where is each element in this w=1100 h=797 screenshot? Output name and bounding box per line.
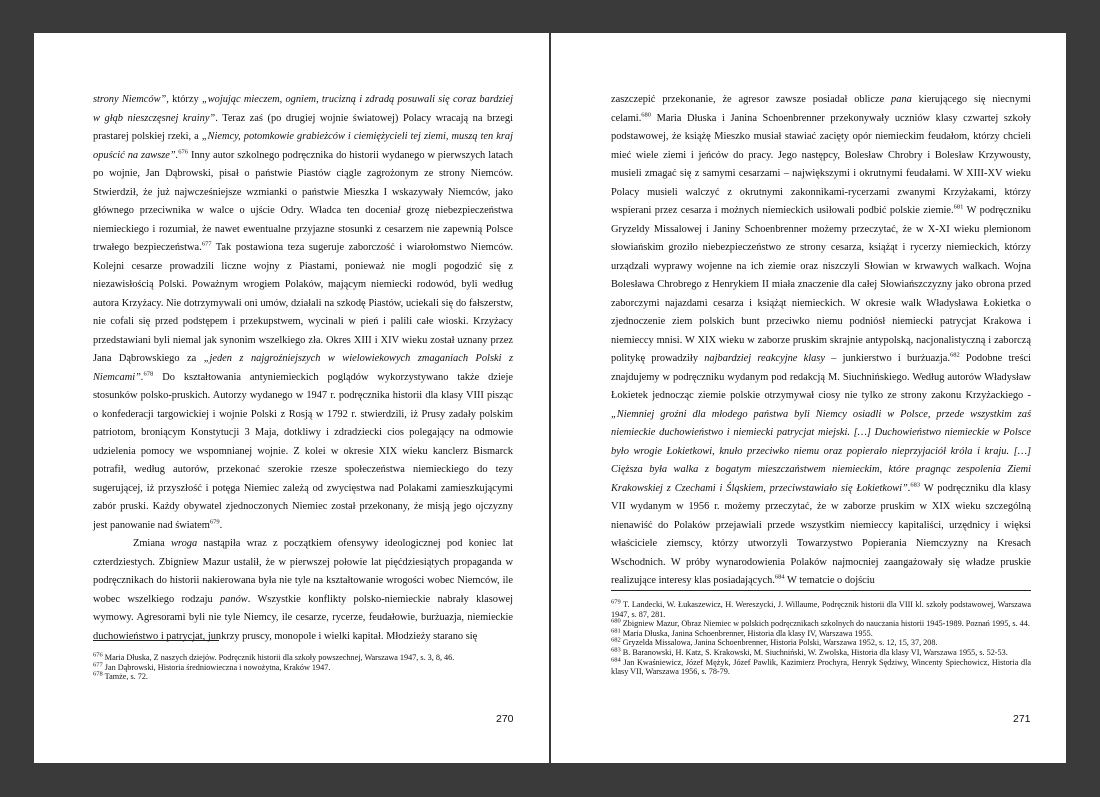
left-footnote-separator (93, 640, 219, 641)
paragraph: zaszczepić przekonanie, że agresor zawsze posiadał oblicze pana kierującego się niecnymi celami.$^{680}$ Maria Dłuska i Janina Schoenbrenner przekonywały uczniów klasy czwartej szkoły podstawowej, że książę Mieszko musiał stawiać zacięty opór niemieckim feudałom, którzy chcieli mieć wiele ziemi i jeńców do pracy. Jego następcy, Bolesław Chrobry i Bolesław Krzywousty, musieli zmagać się z samymi cesarzami – największymi i okrutnymi feudałami. W XIII-XV wieku Polacy musieli walczyć z okrutnymi zakonnikami-rycerzami zwanymi Krzyżakami, którzy wspierani przez cesarza i możnych niemieckich usiłowali podbić polskie ziemie.$^{681}$ W podręczniku Gryzeldy Missalowej i Janiny Schoenbrenner możemy przeczytać, że w X-XI wieku plemionom słowiańskim groziło niebezpieczeństwo ze strony cesarza, książąt i rycerzy niemieckich, którzy urządzali wyprawy wojenne na ich ziemie oraz niszczyli Słowian w krwawych walkach. Wojna Bolesława Chrobrego z Henrykiem II miała znaczenie dla całej Słowiańszczyzny jako obrona przed zaborczymi najazdami cesarza i książąt niemieckich. W okresie walk Władysława Łokietka o zjednoczenie ziem polskich bunt przeciwko niemu podniósł niemiecki patrycjat Krakowa i niemieccy mnisi. W XIX wieku w zaborze pruskim skrajnie antypolską, nacjonalistyczną i zaborczą politykę prowadziły najbardziej reakcyjne klasy – junkierstwo i burżuazja.$^{682}$ Podobne treści znajdujemy w podręczniku wydanym pod redakcją M. Siuchnińskiego. Według autorów Władysław Łokietek jednocząc ziemie polskie otrzymywał ciosy nie tylko ze strony zakonu Krzyżackiego - „Niemniej groźni dla młodego państwa byli Niemcy osiadli w Polsce, przede wszystkim zaś niemieckie duchowieństwo i niemiecki patrycjat miejski. […] Duchowieństwo niemieckie w Polsce było wrogie Łokietkowi, knuło przeciwko niemu oraz popierało nieprzyjaciół króla i kraju. […] Cięższa była walka z bogatym mieszczaństwem niemieckim, które pragnąc zespolenia Ziemi Krakowskiej z Czechami i Śląskiem, przeciwstawiało się Łokietkowi”.$^{683}$ W podręczniku dla klasy VII wydanym w 1956 r. możemy przeczytać, że w zaborze pruskim w XIX wieku szczególną nienawiść do Polaków przejawiali przede wszystkim niemieccy kapitaliści, urzędnicy i więksi właściciele ziemscy, którzy utworzyli Towarzystwo Popierania Niemczyzny na Kresach Wschodnich. W próby wynarodowienia Polaków najmocniej zaangażowały się władze pruskie realizujące interesy klas posiadających.$^{684}$ W tematcie o dojściu (611, 94, 1031, 586)
right-page (551, 33, 1066, 763)
footnote: $^{681}$ Maria Dłuska, Janina Schoenbrenner, Historia dla klasy IV, Warszawa 1955. (611, 627, 873, 638)
left-page (34, 33, 549, 763)
footnote: $^{679}$ T. Landecki, W. Łukaszewicz, H. Wereszycki, J. Willaume, Podręcznik historii dla VIII kl. szkoły podstawowej, Warszawa 1947, s. 87, 281. (611, 598, 1031, 619)
footnote: $^{676}$ Maria Dłuska, Z naszych dziejów. Podręcznik historii dla szkoły powszechnej, Warszawa 1947, s. 3, 8, 46. (93, 651, 455, 662)
footnote: $^{682}$ Gryzelda Missalowa, Janina Schoenbrenner, Historia Polski, Warszawa 1952, s. 12, 15, 37, 208. (611, 636, 938, 648)
footnote: $^{677}$ Jan Dąbrowski, Historia średniowieczna i nowożytna, Kraków 1947. (93, 660, 331, 672)
left-page-body-text (93, 91, 513, 646)
left-page-footnotes (93, 653, 513, 682)
paragraph: Zmiana wroga nastąpiła wraz z początkiem ofensywy ideologicznej pod koniec lat czterdziestych. Zbigniew Mazur ustalił, że w pierwszej połowie lat pięćdziesiątych propaganda w podręcznikach do historii nakierowana była nie tyle na kształtowanie wrogości wobec Niemców, ile wobec wszelkiego rodzaju panów. Wszystkie konflikty polsko-niemieckie nabrały klasowej wymowy. Agresorami byli nie tyle Niemcy, ile cesarze, rycerze, feudałowie, burżuazja, niemieckie duchowieństwo i patrycjat, junkrzy pruscy, monopole i wielki kapitał. Młodzieży starano się (93, 538, 514, 642)
right-page-footnotes (611, 600, 1031, 677)
paragraph: strony Niemców”, którzy „wojując mieczem, ogniem, trucizną i zdradą posuwali się coraz bardziej w głąb nieszczęsnej krainy”. Teraz zaś (po drugiej wojnie światowej) Polacy wracają na brzegi prastarej polskiej rzeki, a „Niemcy, potomkowie grabieżców i ciemiężycieli tej ziemi, muszą ten kraj opuścić na zawsze”.$^{676}$ Inny autor szkolnego podręcznika do historii wydanego w pierwszych latach po wojnie, Jan Dąbrowski, pisał o państwie Piastów ciągle zagrożonym ze strony Niemców. Stwierdził, że już najwcześniejsze wzmianki o państwie Mieszka I wskazywały Niemców, jako głównego przeciwnika w walce o ujście Odry. Władca ten doceniał grozę niebezpieczeństwa niemieckiego i rozumiał, że nawet ewentualne przyjazne stosunki z cesarzem nie zapewnią Polsce trwałego bezpieczeństwa.$^{677}$ Tak postawiona teza sugeruje zaborczość i wiarołomstwo Niemców. Kolejni cesarze prowadzili liczne wojny z Piastami, ponieważ nie mogli pogodzić się z niezawisłością Polski. Poważnym wrogiem Polaków, mającym niemiecki rodowód, byli według autora Krzyżacy. Nie dotrzymywali oni umów, działali na szkodę Piastów, uciekali się do fałszerstw, nie cofali się przed podstępem i przekupstwem, wycinali w pień i palili całe wioski. Krzyżacy przedstawiani byli niemal jak synonim wszelkiego zła. Okres XIII i XIV wieku został uznany przez Jana Dąbrowskiego za „jeden z najgroźniejszych w wielowiekowych zmaganiach Polski z Niemcami”.$^{678}$ Do kształtowania antyniemieckich poglądów wykorzystywano także dzieje stosunków polsko-pruskich. Autorzy wydanego w 1947 r. podręcznika historii dla klasy VIII pisząc o konfederacji targowickiej i wojnie Polski z Rosją w 1792 r. stwierdzili, iż Prusy zadały polskim patriotom, broniącym Konstytucji 3 Maja, dotkliwy i zdradziecki cios polegający na odmowie udzielenia pomocy we wspomnianej wojnie. Z kolei w okresie XIX wieku kanclerz Bismarck potrafił, według autorów, przekonać szerokie rzesze społeczeństwa niemieckiego do tezy sugerującej, iż przyszłość i potęga Niemiec zależą od zwycięstwa nad Polakami zamieszkującymi zabór pruski. Każdy obywatel zjednoczonych Niemiec został przekonany, że misją jego ojczyzny jest panowanie nad światem$^{679}$. (93, 94, 514, 531)
left-page-number: 270 (496, 713, 514, 725)
footnote: $^{683}$ B. Baranowski, H. Katz, S. Krakowski, M. Siuchniński, W. Zwolska, Historia dla klasy VI, Warszawa 1955, s. 52-53. (611, 646, 1008, 657)
footnote: $^{684}$ Jan Kwaśniewicz, Józef Mężyk, Józef Pawlik, Kazimierz Prochyra, Henryk Sędziwy, Wincenty Spiechowicz, Historia dla klasy VII, Warszawa 1956, s. 78-79. (611, 655, 1031, 677)
right-page-number: 271 (1013, 713, 1031, 725)
right-footnote-separator (611, 590, 1031, 591)
footnote: $^{678}$ Tamże, s. 72. (93, 670, 148, 682)
right-page-body-text (611, 91, 1031, 591)
footnote: $^{680}$ Zbigniew Mazur, Obraz Niemiec w polskich podręcznikach szkolnych do nauczania historii 1945-1989. Poznań 1995, s. 44. (611, 617, 1030, 629)
